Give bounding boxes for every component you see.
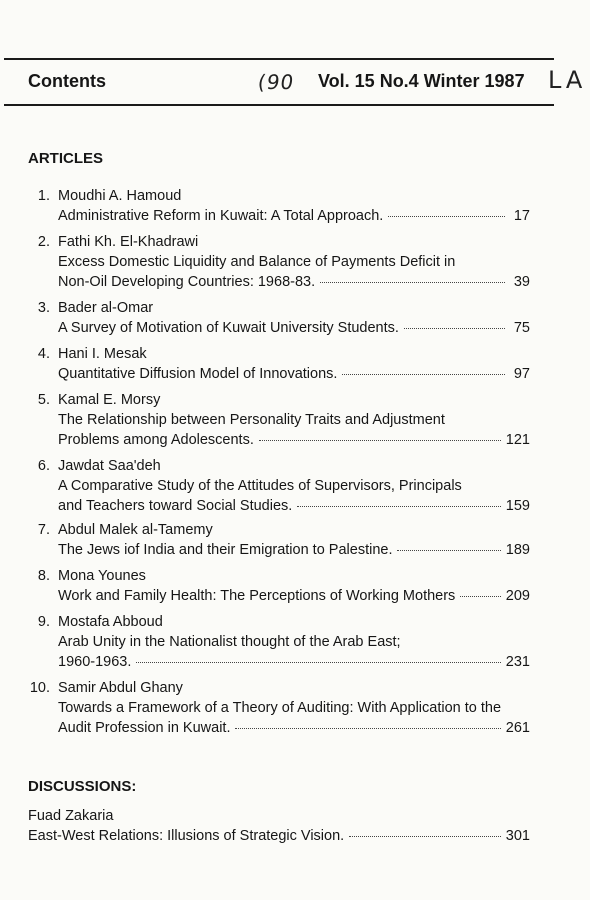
- dot-leader: [297, 506, 501, 507]
- article-page: 159: [505, 498, 530, 514]
- discussion-page: 301: [505, 828, 530, 844]
- article-number: 2.: [37, 234, 50, 250]
- dot-leader: [342, 374, 505, 375]
- volume-issue: Vol. 15 No.4 Winter 1987: [318, 71, 525, 91]
- handwritten-initials: LA: [548, 66, 587, 94]
- article-number: 10.: [29, 680, 50, 696]
- article-title-line: Quantitative Diffusion Model of Innovations.: [58, 366, 338, 382]
- article-number: 9.: [37, 614, 50, 630]
- article-page: 209: [505, 588, 530, 604]
- article-title-line: and Teachers toward Social Studies.: [58, 498, 293, 514]
- article-page: 97: [513, 366, 530, 382]
- article-title-line: Work and Family Health: The Perceptions of Working Mothers: [58, 588, 456, 604]
- article-title-line: Non-Oil Developing Countries: 1968-83.: [58, 274, 316, 290]
- dot-leader: [259, 440, 501, 441]
- discussions-heading: DISCUSSIONS:: [28, 778, 137, 795]
- article-number: 1.: [37, 188, 50, 204]
- contents-title: Contents: [28, 71, 106, 91]
- articles-heading: ARTICLES: [28, 150, 103, 167]
- article-title-line: Administrative Reform in Kuwait: A Total Approach.: [58, 208, 384, 224]
- article-author: Jawdat Saa'deh: [58, 458, 161, 474]
- article-title-line: 1960-1963.: [58, 654, 132, 670]
- discussion-entry: [28, 806, 530, 846]
- header-bottom-rule: [4, 104, 554, 106]
- article-number: 8.: [37, 568, 50, 584]
- article-title-line: A Comparative Study of the Attitudes of Supervisors, Principals: [58, 478, 462, 494]
- dot-leader: [460, 596, 500, 597]
- article-page: 121: [505, 432, 530, 448]
- article-title-line: Problems among Adolescents.: [58, 432, 254, 448]
- article-page: 231: [505, 654, 530, 670]
- article-page: 17: [513, 208, 530, 224]
- top-rule: [4, 58, 554, 60]
- dot-leader: [404, 328, 505, 329]
- dot-leader: [349, 836, 501, 837]
- article-number: 3.: [37, 300, 50, 316]
- dot-leader: [320, 282, 505, 283]
- article-title-line: The Relationship between Personality Traits and Adjustment: [58, 412, 445, 428]
- article-author: Bader al-Omar: [58, 300, 154, 316]
- article-page: 189: [505, 542, 530, 558]
- article-author: Abdul Malek al-Tamemy: [58, 522, 213, 538]
- article-number: 6.: [37, 458, 50, 474]
- article-number: 5.: [37, 392, 50, 408]
- discussion-title: East-West Relations: Illusions of Strategic Vision.: [28, 828, 345, 844]
- discussion-author: Fuad Zakaria: [28, 808, 114, 824]
- dot-leader: [388, 216, 505, 217]
- article-title-line: A Survey of Motivation of Kuwait University Students.: [58, 320, 399, 336]
- article-title-line: Towards a Framework of a Theory of Auditing: With Application to the: [58, 700, 502, 716]
- article-author: Hani I. Mesak: [58, 346, 147, 362]
- dot-leader: [235, 728, 500, 729]
- dot-leader: [397, 550, 500, 551]
- article-author: Moudhi A. Hamoud: [58, 188, 182, 204]
- article-page: 75: [513, 320, 530, 336]
- dot-leader: [136, 662, 500, 663]
- handwritten-number: (90: [256, 70, 296, 94]
- article-author: Kamal E. Morsy: [58, 392, 161, 408]
- article-number: 4.: [37, 346, 50, 362]
- article-author: Samir Abdul Ghany: [58, 680, 183, 696]
- article-page: 261: [505, 720, 530, 736]
- article-number: 7.: [37, 522, 50, 538]
- article-title-line: Arab Unity in the Nationalist thought of the Arab East;: [58, 634, 401, 650]
- article-page: 39: [513, 274, 530, 290]
- article-title-line: Excess Domestic Liquidity and Balance of Payments Deficit in: [58, 254, 456, 270]
- article-title-line: Audit Profession in Kuwait.: [58, 720, 231, 736]
- article-author: Mona Younes: [58, 568, 146, 584]
- article-title-line: The Jews iof India and their Emigration to Palestine.: [58, 542, 393, 558]
- article-author: Fathi Kh. El-Khadrawi: [58, 234, 199, 250]
- article-author: Mostafa Abboud: [58, 614, 163, 630]
